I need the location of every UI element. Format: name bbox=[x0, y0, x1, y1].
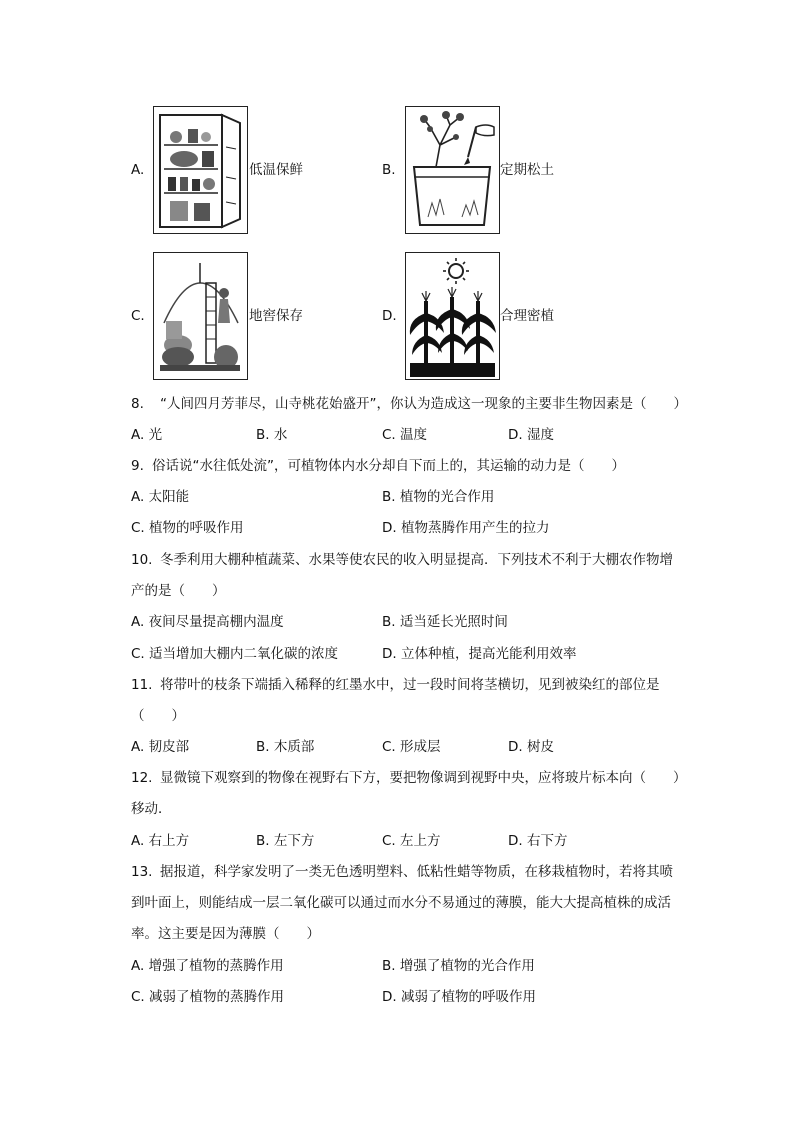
option-b: B. 水 bbox=[256, 427, 288, 443]
question-stem-continued: 到叶面上，则能结成一层二氧化碳可以通过而水分不易通过的薄膜，能大大提高植株的成活 bbox=[131, 895, 671, 911]
question-number: 13. bbox=[131, 864, 153, 880]
question-stem: 将带叶的枝条下端插入稀释的红墨水中，过一段时间将茎横切，见到被染红的部位是 bbox=[160, 677, 660, 693]
option-d: D. 树皮 bbox=[508, 739, 554, 755]
question-stem-continued: 产的是（ ） bbox=[131, 583, 226, 599]
image-caption: 低温保鲜 bbox=[249, 162, 303, 178]
option-c: C. 左上方 bbox=[382, 833, 441, 849]
option-letter: C. bbox=[131, 308, 145, 324]
option-a: A. 韧皮部 bbox=[131, 739, 190, 755]
option-d: D. 右下方 bbox=[508, 833, 568, 849]
image-caption: 合理密植 bbox=[500, 308, 554, 324]
option-a: A. 右上方 bbox=[131, 833, 190, 849]
option-c: C. 植物的呼吸作用 bbox=[131, 520, 244, 536]
option-d: D. 减弱了植物的呼吸作用 bbox=[382, 989, 536, 1005]
option-a: A. 增强了植物的蒸腾作用 bbox=[131, 958, 284, 974]
option-d: D. 立体种植，提高光能利用效率 bbox=[382, 646, 577, 662]
option-letter: A. bbox=[131, 162, 145, 178]
option-b: B. 木质部 bbox=[256, 739, 315, 755]
question-number: 8. bbox=[131, 396, 144, 412]
image-caption: 定期松土 bbox=[500, 162, 554, 178]
option-d: D. 湿度 bbox=[508, 427, 554, 443]
question-number: 9. bbox=[131, 458, 144, 474]
question-number: 10. bbox=[131, 552, 153, 568]
option-a: A. 光 bbox=[131, 427, 163, 443]
cellar-storage-icon bbox=[153, 252, 248, 380]
option-a: A. 夜间尽量提高棚内温度 bbox=[131, 614, 284, 630]
option-d: D. 植物蒸腾作用产生的拉力 bbox=[382, 520, 550, 536]
option-a: A. 太阳能 bbox=[131, 489, 190, 505]
option-letter: B. bbox=[382, 162, 396, 178]
option-c: C. 适当增加大棚内二氧化碳的浓度 bbox=[131, 646, 339, 662]
option-b: B. 增强了植物的光合作用 bbox=[382, 958, 535, 974]
option-b: B. 左下方 bbox=[256, 833, 315, 849]
option-c: C. 形成层 bbox=[382, 739, 441, 755]
question-stem: “人间四月芳菲尽，山寺桃花始盛开”，你认为造成这一现象的主要非生物因素是（ ） bbox=[160, 396, 687, 412]
image-caption: 地窖保存 bbox=[249, 308, 303, 324]
refrigerator-icon bbox=[153, 106, 248, 234]
question-stem: 冬季利用大棚种植蔬菜、水果等使农民的收入明显提高．下列技术不利于大棚农作物增 bbox=[160, 552, 673, 568]
potted-plant-loosening-soil-icon bbox=[405, 106, 500, 234]
question-number: 12. bbox=[131, 770, 153, 786]
question-stem-continued: （ ） bbox=[131, 708, 185, 724]
question-stem: 俗话说“水往低处流”，可植物体内水分却自下而上的，其运输的动力是（ ） bbox=[152, 458, 625, 474]
option-b: B. 植物的光合作用 bbox=[382, 489, 495, 505]
question-stem: 显微镜下观察到的物像在视野右下方，要把物像调到视野中央，应将玻片标本向（ ） bbox=[160, 770, 687, 786]
question-stem-continued: 移动． bbox=[131, 801, 172, 817]
question-stem-continued: 率。这主要是因为薄膜（ ） bbox=[131, 926, 320, 942]
option-c: C. 温度 bbox=[382, 427, 428, 443]
question-number: 11. bbox=[131, 677, 153, 693]
corn-field-with-sun-icon bbox=[405, 252, 500, 380]
option-letter: D. bbox=[382, 308, 397, 324]
option-c: C. 减弱了植物的蒸腾作用 bbox=[131, 989, 285, 1005]
question-stem: 据报道，科学家发明了一类无色透明塑料、低粘性蜡等物质，在移栽植物时，若将其喷 bbox=[160, 864, 673, 880]
option-b: B. 适当延长光照时间 bbox=[382, 614, 508, 630]
